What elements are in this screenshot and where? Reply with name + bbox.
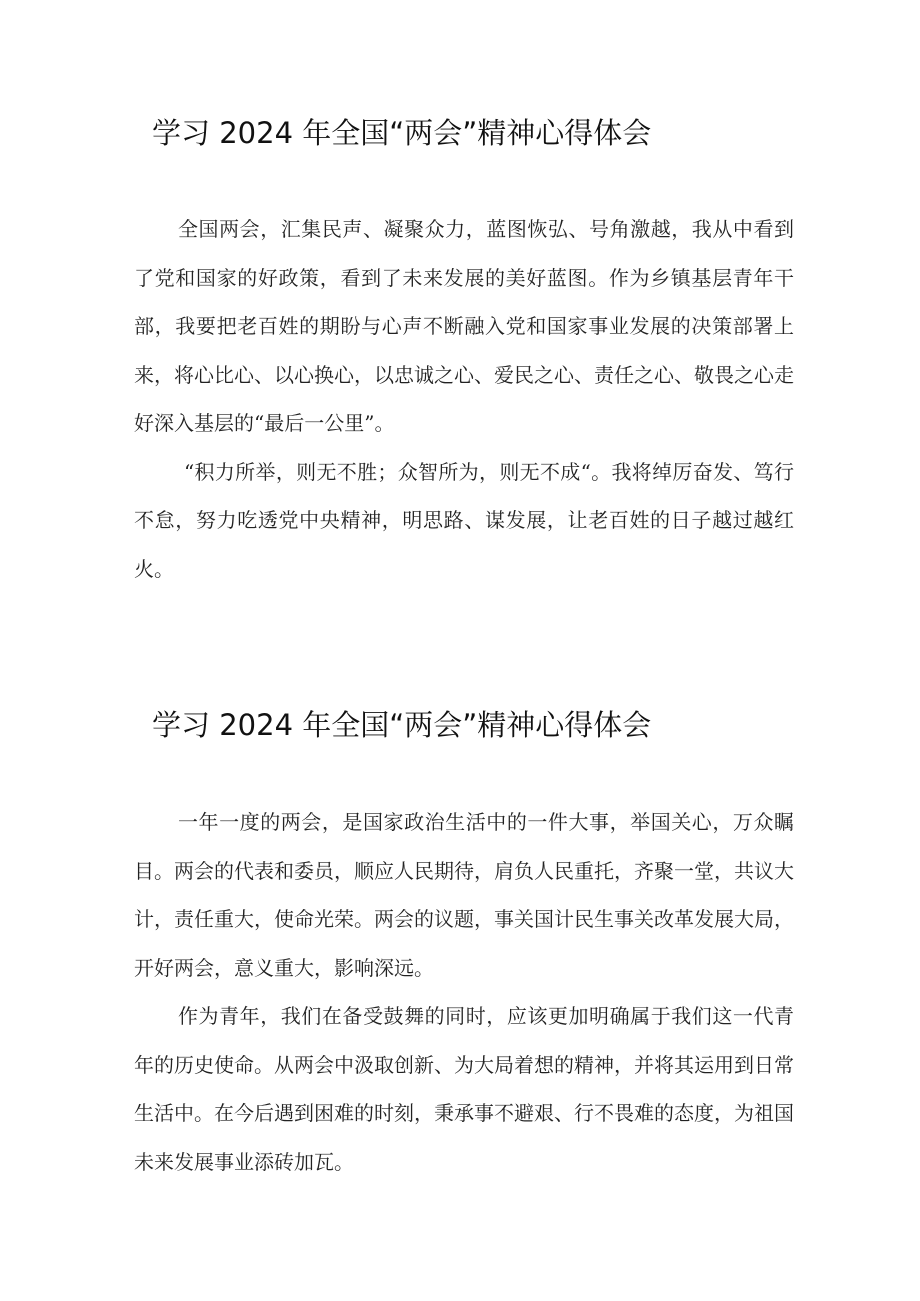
article-title: 学习 2024 年全国“两会”精神心得体会 [152, 116, 652, 150]
article-title: 学习 2024 年全国“两会”精神心得体会 [152, 708, 652, 742]
article-2 [134, 700, 794, 1186]
article-paragraph: 全国两会，汇集民声、凝聚众力，蓝图恢弘、号角激越，我从中看到了党和国家的好政策，看到了未来发展的美好蓝图。作为乡镇基层青年干部，我要把老百姓的期盼与心声不断融入党和国家事业发展的决策部署上来，将心比心、以心换心，以忠诚之心、爱民之心、责任之心、敬畏之心走好深入基层的“最后一公里”。 [134, 217, 794, 435]
article-1 [134, 108, 794, 593]
article-paragraph: “积力所举，则无不胜；众智所为，则无不成“。我将绰厉奋发、笃行不怠，努力吃透党中央精神，明思路、谋发展，让老百姓的日子越过越红火。 [134, 459, 794, 581]
article-paragraph: 一年一度的两会，是国家政治生活中的一件大事，举国关心，万众瞩目。两会的代表和委员，顺应人民期待，肩负人民重托，齐聚一堂，共议大计，责任重大，使命光荣。两会的议题，事关国计民生事关改革发展大局，开好两会，意义重大，影响深远。 [134, 810, 794, 980]
article-paragraph: 作为青年，我们在备受鼓舞的同时，应该更加明确属于我们这一代青年的历史使命。从两会中汲取创新、为大局着想的精神，并将其运用到日常生活中。在今后遇到困难的时刻，秉承事不避艰、行不畏难的态度，为祖国未来发展事业添砖加瓦。 [134, 1004, 794, 1174]
